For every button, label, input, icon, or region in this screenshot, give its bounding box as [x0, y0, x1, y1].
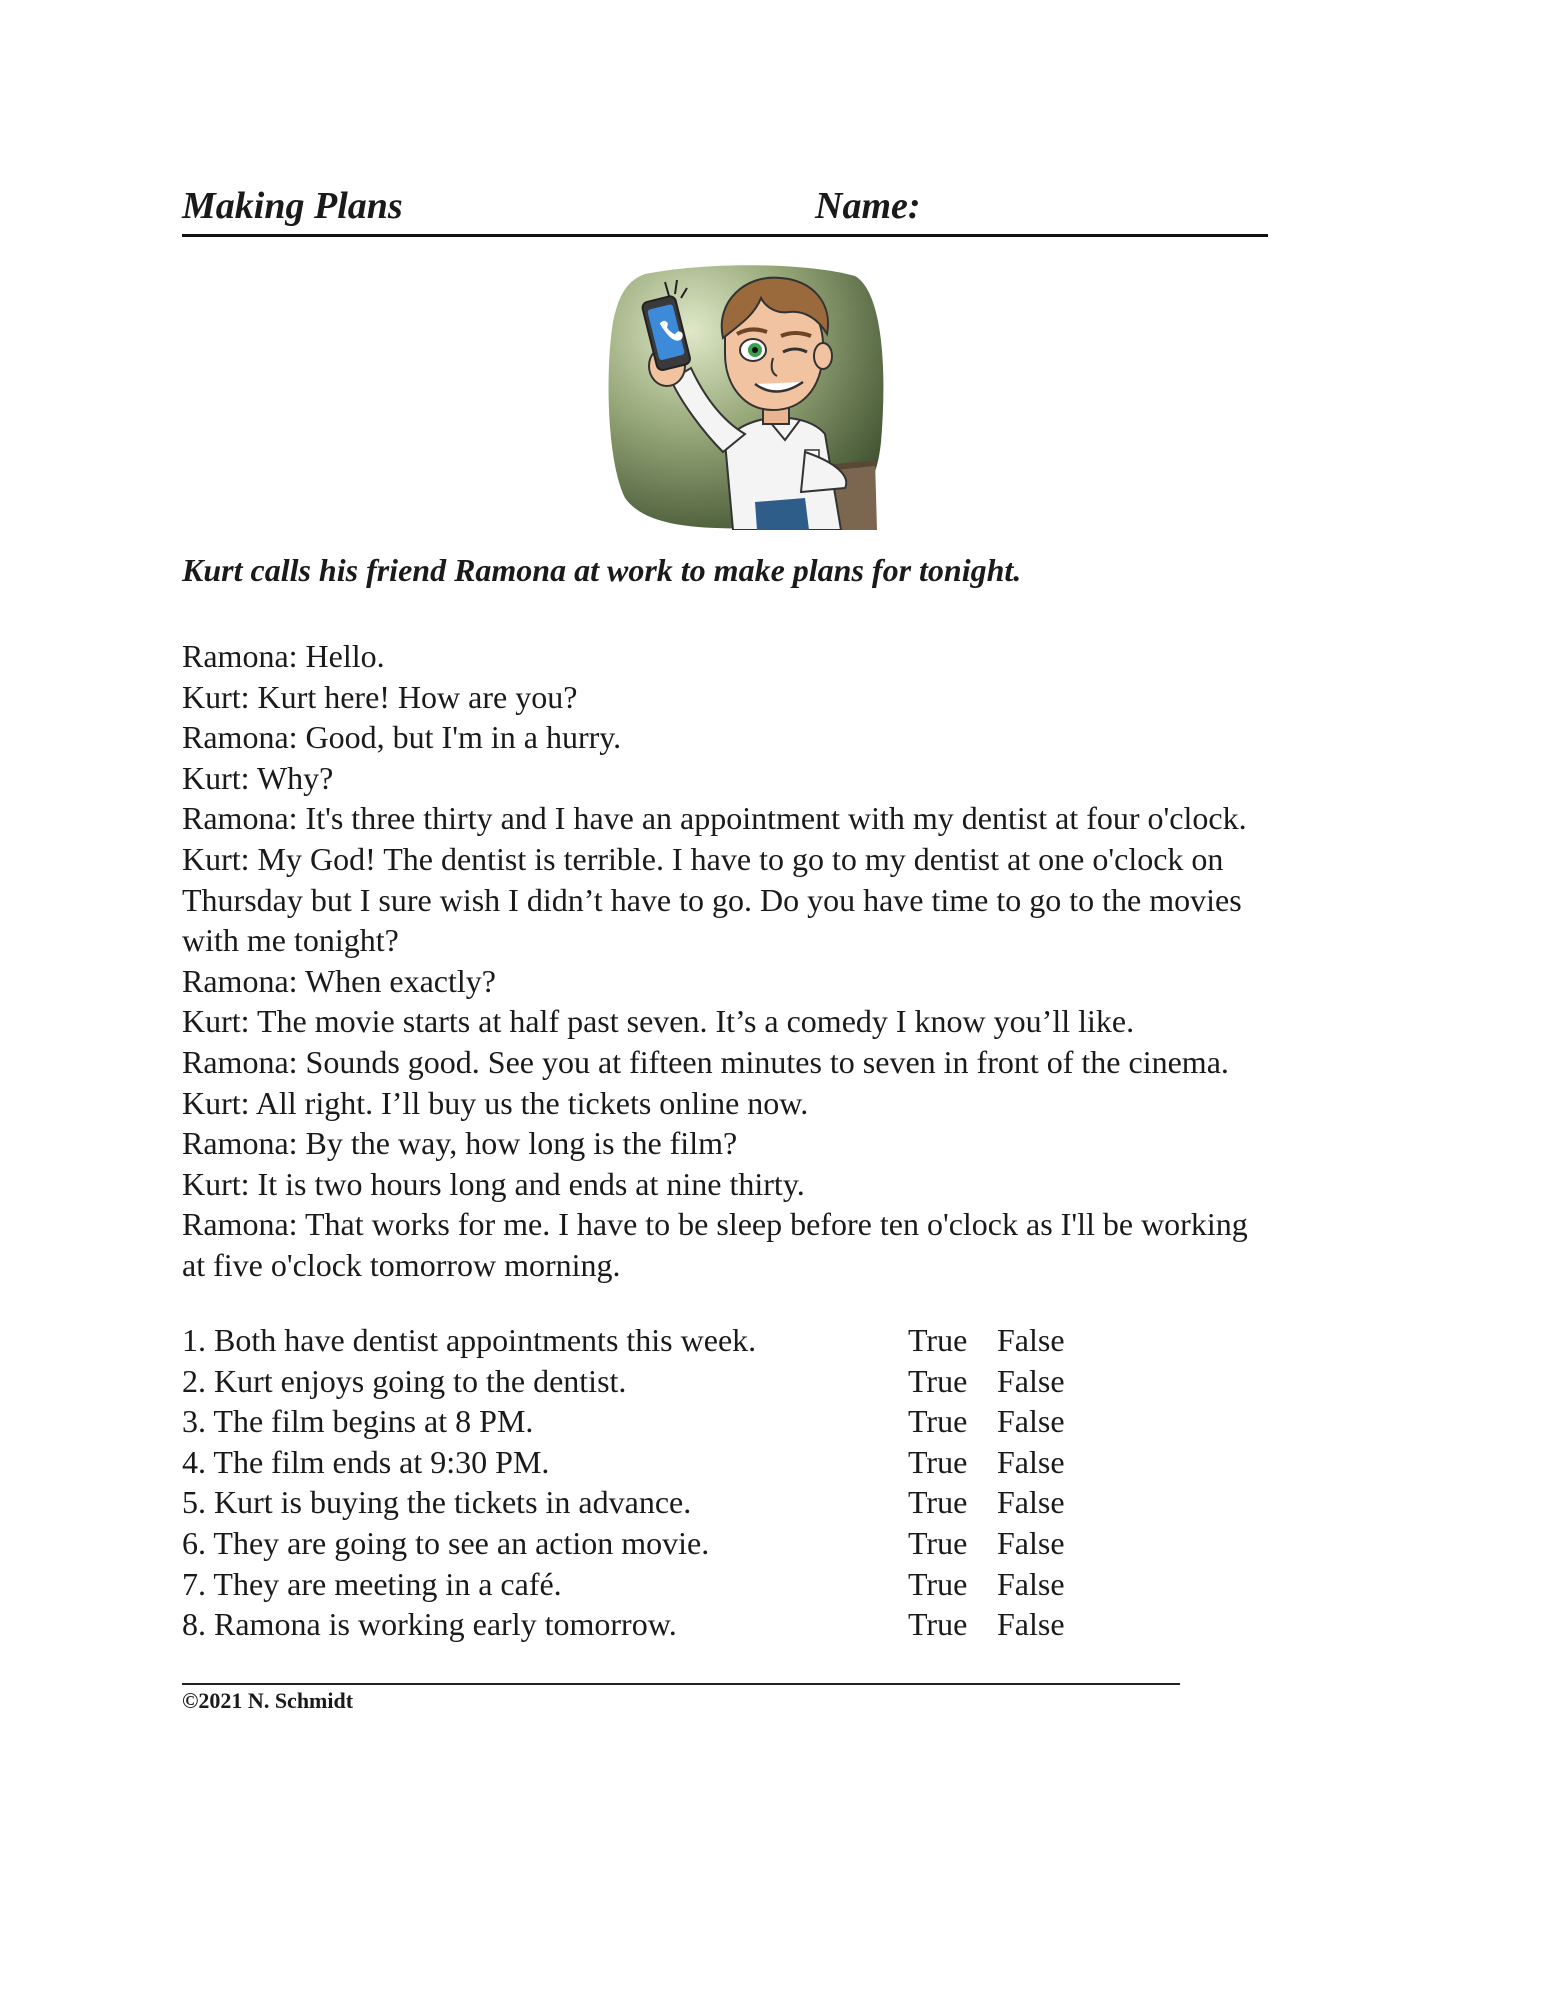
answer-false-option[interactable]: False	[997, 1565, 1065, 1602]
worksheet-header	[182, 182, 1268, 237]
answer-false-option[interactable]: False	[997, 1403, 1065, 1440]
question-text: 6. They are going to see an action movie.	[182, 1524, 710, 1561]
question-row	[182, 1401, 1082, 1442]
dialogue-line: Ramona: That works for me. I have to be sleep before ten o'clock as I'll be working	[182, 1206, 1248, 1243]
question-row	[182, 1361, 1082, 1402]
question-row	[182, 1320, 1082, 1361]
dialogue-text	[182, 636, 1382, 1286]
page-title: Making Plans	[182, 185, 403, 227]
answer-false-option[interactable]: False	[997, 1322, 1065, 1358]
answer-false-option[interactable]: False	[997, 1362, 1065, 1399]
question-text: 7. They are meeting in a café.	[182, 1565, 562, 1602]
name-field-label: Name:	[815, 185, 921, 227]
question-text: 1. Both have dentist appointments this week.	[182, 1322, 757, 1358]
dialogue-line: with me tonight?	[182, 922, 399, 959]
dialogue-line: Ramona: Good, but I'm in a hurry.	[182, 719, 622, 756]
dialogue-line: Ramona: When exactly?	[182, 962, 496, 999]
dialogue-line: Kurt: The movie starts at half past seven. It’s a comedy I know you’ll like.	[182, 1003, 1135, 1040]
question-row	[182, 1482, 1082, 1523]
answer-true-option[interactable]: True	[908, 1524, 968, 1561]
answer-true-option[interactable]: True	[908, 1443, 968, 1480]
answer-true-option[interactable]: True	[908, 1606, 968, 1643]
dialogue-line: Ramona: Sounds good. See you at fifteen minutes to seven in front of the cinema.	[182, 1043, 1229, 1080]
question-row	[182, 1442, 1082, 1483]
answer-true-option[interactable]: True	[908, 1322, 968, 1358]
true-false-questions	[182, 1320, 1082, 1645]
dialogue-line: Thursday but I sure wish I didn’t have to go. Do you have time to go to the movies	[182, 881, 1242, 918]
answer-false-option[interactable]: False	[997, 1443, 1065, 1480]
answer-true-option[interactable]: True	[908, 1484, 968, 1521]
question-text: 4. The film ends at 9:30 PM.	[182, 1443, 550, 1480]
dialogue-line: Ramona: Hello.	[182, 638, 385, 674]
dialogue-line: Kurt: My God! The dentist is terrible. I have to go to my dentist at one o'clock on	[182, 840, 1224, 877]
dialogue-line: at five o'clock tomorrow morning.	[182, 1246, 621, 1283]
answer-false-option[interactable]: False	[997, 1484, 1065, 1521]
man-holding-phone-illustration	[605, 262, 887, 530]
dialogue-line: Kurt: Kurt here! How are you?	[182, 678, 578, 715]
question-row	[182, 1604, 1082, 1645]
question-text: 5. Kurt is buying the tickets in advance.	[182, 1484, 692, 1521]
question-text: 3. The film begins at 8 PM.	[182, 1403, 534, 1440]
dialogue-line: Kurt: All right. I’ll buy us the tickets online now.	[182, 1084, 809, 1121]
scenario-intro: Kurt calls his friend Ramona at work to make plans for tonight.	[182, 552, 1022, 588]
dialogue-line: Kurt: Why?	[182, 759, 334, 796]
answer-true-option[interactable]: True	[908, 1362, 968, 1399]
answer-false-option[interactable]: False	[997, 1524, 1065, 1561]
dialogue-line: Ramona: By the way, how long is the film?	[182, 1125, 738, 1162]
answer-true-option[interactable]: True	[908, 1565, 968, 1602]
question-row	[182, 1523, 1082, 1564]
footer-divider	[182, 1683, 1180, 1685]
dialogue-line: Kurt: It is two hours long and ends at nine thirty.	[182, 1165, 805, 1202]
answer-true-option[interactable]: True	[908, 1403, 968, 1440]
answer-false-option[interactable]: False	[997, 1606, 1065, 1643]
question-text: 2. Kurt enjoys going to the dentist.	[182, 1362, 627, 1399]
copyright-text: ©2021 N. Schmidt	[182, 1688, 354, 1713]
man-holding-phone-winking-icon	[605, 262, 887, 530]
question-row	[182, 1564, 1082, 1605]
question-text: 8. Ramona is working early tomorrow.	[182, 1606, 677, 1643]
dialogue-line: Ramona: It's three thirty and I have an appointment with my dentist at four o'clock.	[182, 800, 1247, 837]
